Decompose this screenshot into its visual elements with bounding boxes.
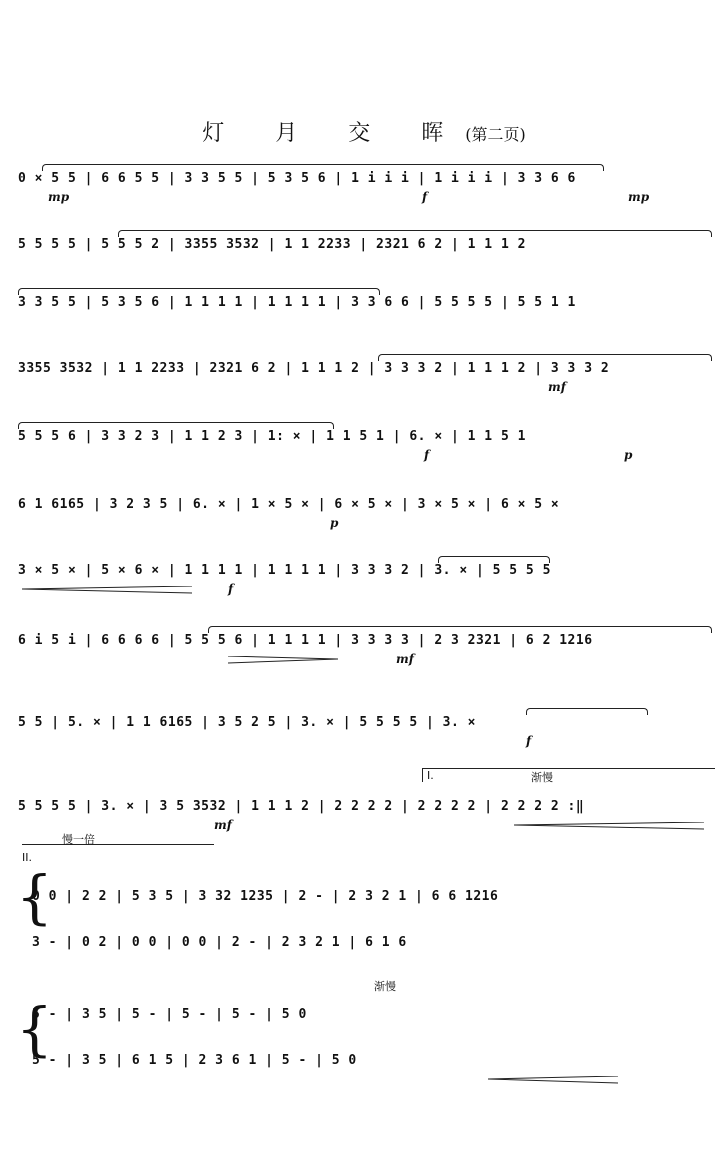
page-title xyxy=(0,116,728,147)
score-row-10 xyxy=(18,769,710,836)
score-row-13 xyxy=(18,980,710,1044)
phrase-slur xyxy=(526,708,648,715)
dynamic-mark: f xyxy=(228,582,234,596)
notation-line: 5 5 5 5 | 5 5 5 2 | 3355 3532 | 1 1 2233 | 2321 6 2 | 1 1 1 2 xyxy=(18,237,526,252)
subtitle: (第二页) xyxy=(465,125,526,144)
volta-bracket-1 xyxy=(422,768,715,782)
system-brace: { xyxy=(16,995,53,1063)
score-row-9 xyxy=(18,712,710,752)
notation-line: 5 5 | 5. × | 1 1 6165 | 3 5 2 5 | 3. × | 5 5 5 5 | 3. × xyxy=(18,715,476,730)
score-row-8 xyxy=(18,630,710,670)
notation-line: 6 1 6165 | 3 2 3 5 | 6. × | 1 × 5 × | 6 × 5 × | 3 × 5 × | 6 × 5 × xyxy=(18,497,560,512)
score-row-14 xyxy=(18,1050,710,1090)
score-row-4 xyxy=(18,358,710,398)
dynamic-mark: f xyxy=(424,448,430,462)
volta-label: II. xyxy=(22,851,32,864)
notation-line: 3 - | 0 2 | 0 0 | 0 0 | 2 - | 2 3 2 1 | 6 1 6 xyxy=(32,935,407,950)
title-text: 灯 月 交 晖 xyxy=(202,121,466,146)
dynamic-mark: p xyxy=(624,448,633,462)
tempo-mark: 慢一倍 xyxy=(62,833,95,846)
volta-bracket-2 xyxy=(22,833,214,864)
score-row-11 xyxy=(18,833,710,926)
dynamic-mark: mf xyxy=(548,380,566,394)
dynamic-mark: mp xyxy=(48,190,70,204)
dynamic-mark: p xyxy=(330,516,339,530)
dynamic-mark: f xyxy=(526,734,532,748)
notation-line: 6 i 5 i | 6 6 6 6 | 5 5 5 6 | 1 1 1 1 | 3 3 3 3 | 2 3 2321 | 6 2 1216 xyxy=(18,633,593,648)
score-row-7 xyxy=(18,560,710,600)
notation-line: 5 5 5 6 | 3 3 2 3 | 1 1 2 3 | 1: × | 1 1 5 1 | 6. × | 1 1 5 1 xyxy=(18,429,526,444)
notation-line: 3355 3532 | 1 1 2233 | 2321 6 2 | 1 1 1 2 | 3 3 3 2 | 1 1 1 2 | 3 3 3 2 xyxy=(18,361,610,376)
tempo-mark: 渐慢 xyxy=(531,771,553,784)
score-row-3 xyxy=(18,292,710,332)
notation-line: 0 0 | 2 2 | 5 3 5 | 3 32 1235 | 2 - | 2 3 2 1 | 6 6 1216 xyxy=(32,889,499,904)
score-row-2 xyxy=(18,234,710,274)
system-brace: { xyxy=(16,863,53,931)
dynamic-mark: mf xyxy=(214,818,232,832)
dynamic-mark: mf xyxy=(396,652,414,666)
score-row-5 xyxy=(18,426,710,466)
tempo-mark: 渐慢 xyxy=(374,980,396,993)
notation-line: 3 × 5 × | 5 × 6 × | 1 1 1 1 | 1 1 1 1 | 3 3 3 2 | 3. × | 5 5 5 5 xyxy=(18,563,551,578)
volta-label: I. xyxy=(427,769,434,782)
notation-line: 3 3 5 5 | 5 3 5 6 | 1 1 1 1 | 1 1 1 1 | 3 3 6 6 | 5 5 5 5 | 5 5 1 1 xyxy=(18,295,576,310)
dynamic-mark: f xyxy=(422,190,428,204)
score-row-1 xyxy=(18,168,710,208)
dynamic-mark: mp xyxy=(628,190,650,204)
score-row-6 xyxy=(18,494,710,534)
notation-line: 5 - | 3 5 | 6 1 5 | 2 3 6 1 | 5 - | 5 0 xyxy=(32,1053,357,1068)
notation-line: 5 - | 3 5 | 5 - | 5 - | 5 - | 5 0 xyxy=(32,1007,307,1022)
notation-line: 0 × 5 5 | 6 6 5 5 | 3 3 5 5 | 5 3 5 6 | 1 i i i | 1 i i i | 3 3 6 6 xyxy=(18,171,576,186)
notation-line: 5 5 5 5 | 3. × | 3 5 3532 | 1 1 1 2 | 2 2 2 2 | 2 2 2 2 | 2 2 2 2 :‖ xyxy=(18,799,585,814)
score-row-12 xyxy=(18,932,710,972)
